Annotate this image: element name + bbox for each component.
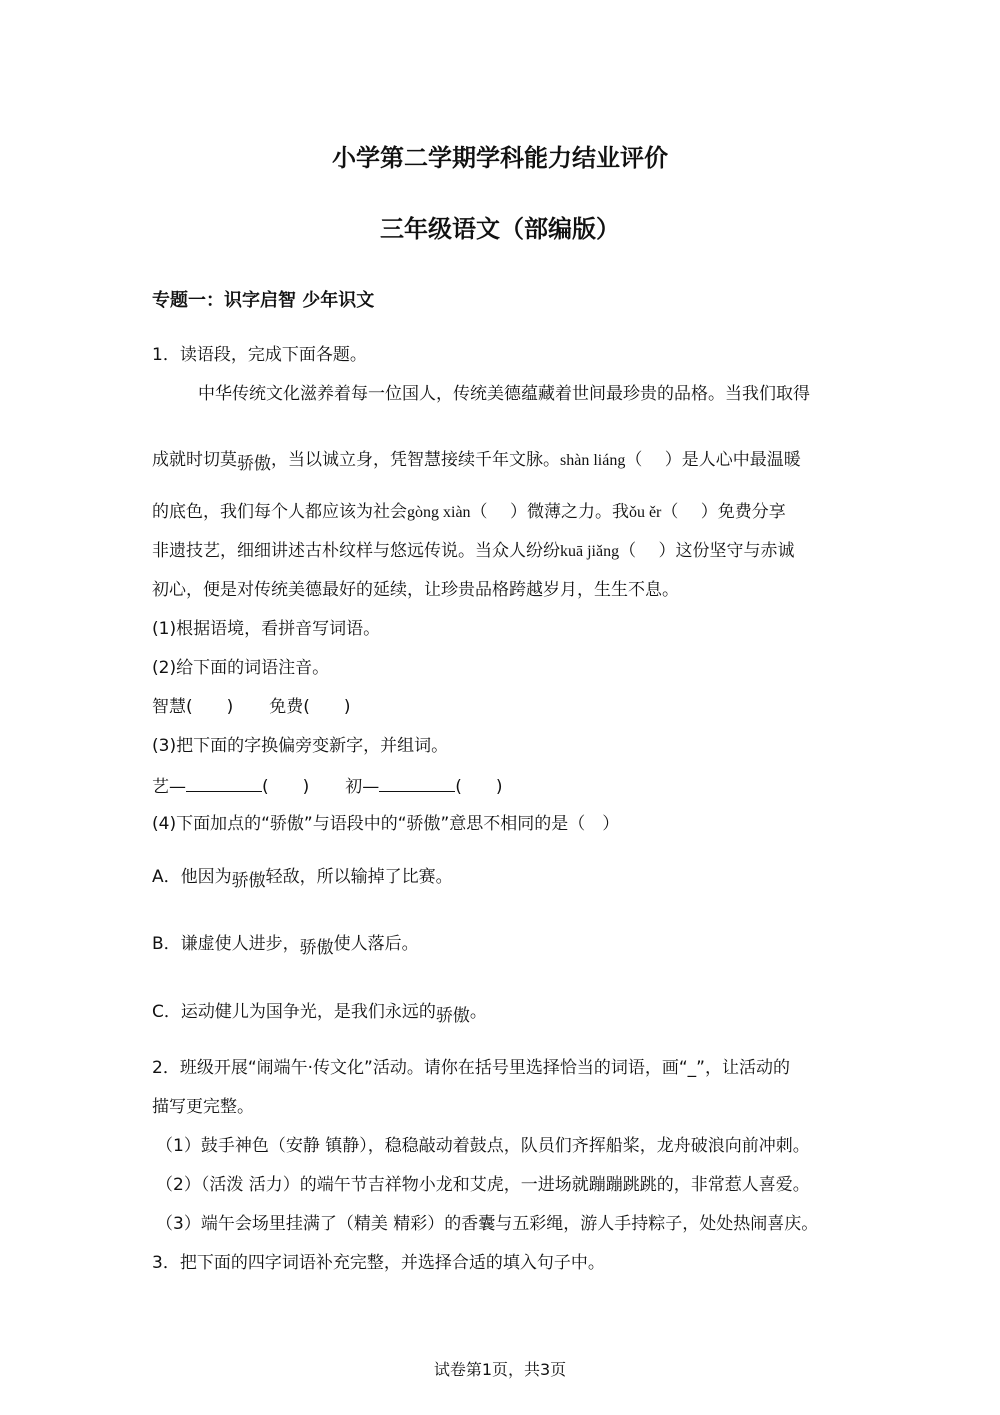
sub-question-1: (1)根据语境，看拼音写词语。 <box>152 619 381 639</box>
question-2-item-3[interactable]: （3）端午会场里挂满了（精美 精彩）的香囊与五彩绳，游人手持粽子，处处热闹喜庆。 <box>156 1214 819 1234</box>
word-jiaoao: 骄傲 <box>237 454 271 474</box>
text: 2．班级开展“闹端午·传文化”活动。请你在括号里选择恰当的词语，画“ <box>152 1058 688 1078</box>
question-3-stem: 3．把下面的四字词语补充完整，并选择合适的填入句子中。 <box>152 1253 605 1273</box>
underline-mark: _ <box>687 1058 697 1078</box>
question-2-stem <box>152 1060 790 1077</box>
answer-blank[interactable] <box>379 777 455 792</box>
option-b[interactable] <box>152 934 419 958</box>
sub-question-3-items <box>152 777 503 796</box>
option-a[interactable] <box>152 867 453 891</box>
text: 的底色，我们每个人都应该为社会 <box>152 502 407 522</box>
sub-question-2: (2)给下面的词语注音。 <box>152 658 330 678</box>
word-jiaoao: 骄傲 <box>299 938 334 958</box>
text: （ ）是人心中最温暖 <box>625 450 801 470</box>
answer-blank[interactable] <box>186 777 262 792</box>
passage-line-3 <box>152 504 786 521</box>
text: C．运动健儿为国争光，是我们永远的 <box>152 1002 436 1022</box>
text: 非遗技艺，细细讲述古朴纹样与悠远传说。当众人纷纷 <box>152 541 560 561</box>
text: 初— <box>345 777 380 797</box>
passage-line-4 <box>152 543 795 560</box>
pinyin: ǒu ěr <box>628 504 662 521</box>
text: ，当以诚立身，凭智慧接续千年文脉。 <box>271 450 560 470</box>
answer-slot[interactable]: 智慧( ) <box>152 697 234 717</box>
text: （ ）免费分享 <box>661 502 786 522</box>
text: 。 <box>469 1002 487 1022</box>
text: ”，让活动的 <box>696 1058 790 1078</box>
answer-slot[interactable]: 免费( ) <box>269 697 351 717</box>
answer-slot[interactable]: ( ) <box>262 777 310 797</box>
text: 使人落后。 <box>333 934 419 954</box>
question-1-stem: 1．读语段，完成下面各题。 <box>152 345 367 365</box>
text: （ ）微薄之力。我 <box>470 502 629 522</box>
section-heading: 专题一：识字启智 少年识文 <box>152 290 375 311</box>
page-number: 试卷第1页，共3页 <box>433 1360 567 1379</box>
pinyin: shàn liáng <box>560 452 626 469</box>
exam-subtitle: 三年级语文（部编版） <box>380 215 620 243</box>
text: A．他因为 <box>152 867 232 887</box>
answer-slot[interactable]: ( ) <box>455 777 503 797</box>
text: B．谦虚使人进步， <box>152 934 300 954</box>
option-c[interactable] <box>152 1002 487 1026</box>
question-2-item-2[interactable]: （2）（活泼 活力）的端午节吉祥物小龙和艾虎，一进场就蹦蹦跳跳的，非常惹人喜爱。 <box>156 1175 810 1195</box>
pinyin: gòng xiàn <box>407 504 471 521</box>
passage-line-1: 中华传统文化滋养着每一位国人，传统美德蕴藏着世间最珍贵的品格。当我们取得 <box>198 384 810 404</box>
text: 轻敌，所以输掉了比赛。 <box>265 867 453 887</box>
question-2-item-1[interactable]: （1）鼓手神色（安静 镇静），稳稳敲动着鼓点，队员们齐挥船桨，龙舟破浪向前冲刺。 <box>156 1136 810 1156</box>
page-footer <box>0 1357 1000 1380</box>
text: 成就时切莫 <box>152 450 237 470</box>
word-jiaoao: 骄傲 <box>231 871 266 891</box>
question-2-stem-cont: 描写更完整。 <box>152 1097 254 1117</box>
passage-line-5: 初心，便是对传统美德最好的延续，让珍贵品格跨越岁月，生生不息。 <box>152 580 679 600</box>
exam-title: 小学第二学期学科能力结业评价 <box>332 144 668 172</box>
word-jiaoao: 骄傲 <box>435 1006 470 1026</box>
text: 艺— <box>152 777 186 797</box>
sub-question-4: (4)下面加点的“骄傲”与语段中的“骄傲”意思不相同的是（ ） <box>152 814 620 834</box>
passage-line-2 <box>152 450 801 474</box>
pinyin: kuā jiǎng <box>560 543 620 560</box>
sub-question-3: (3)把下面的字换偏旁变新字，并组词。 <box>152 736 449 756</box>
sub-question-2-items <box>152 699 351 716</box>
text: （ ）这份坚守与赤诚 <box>619 541 795 561</box>
